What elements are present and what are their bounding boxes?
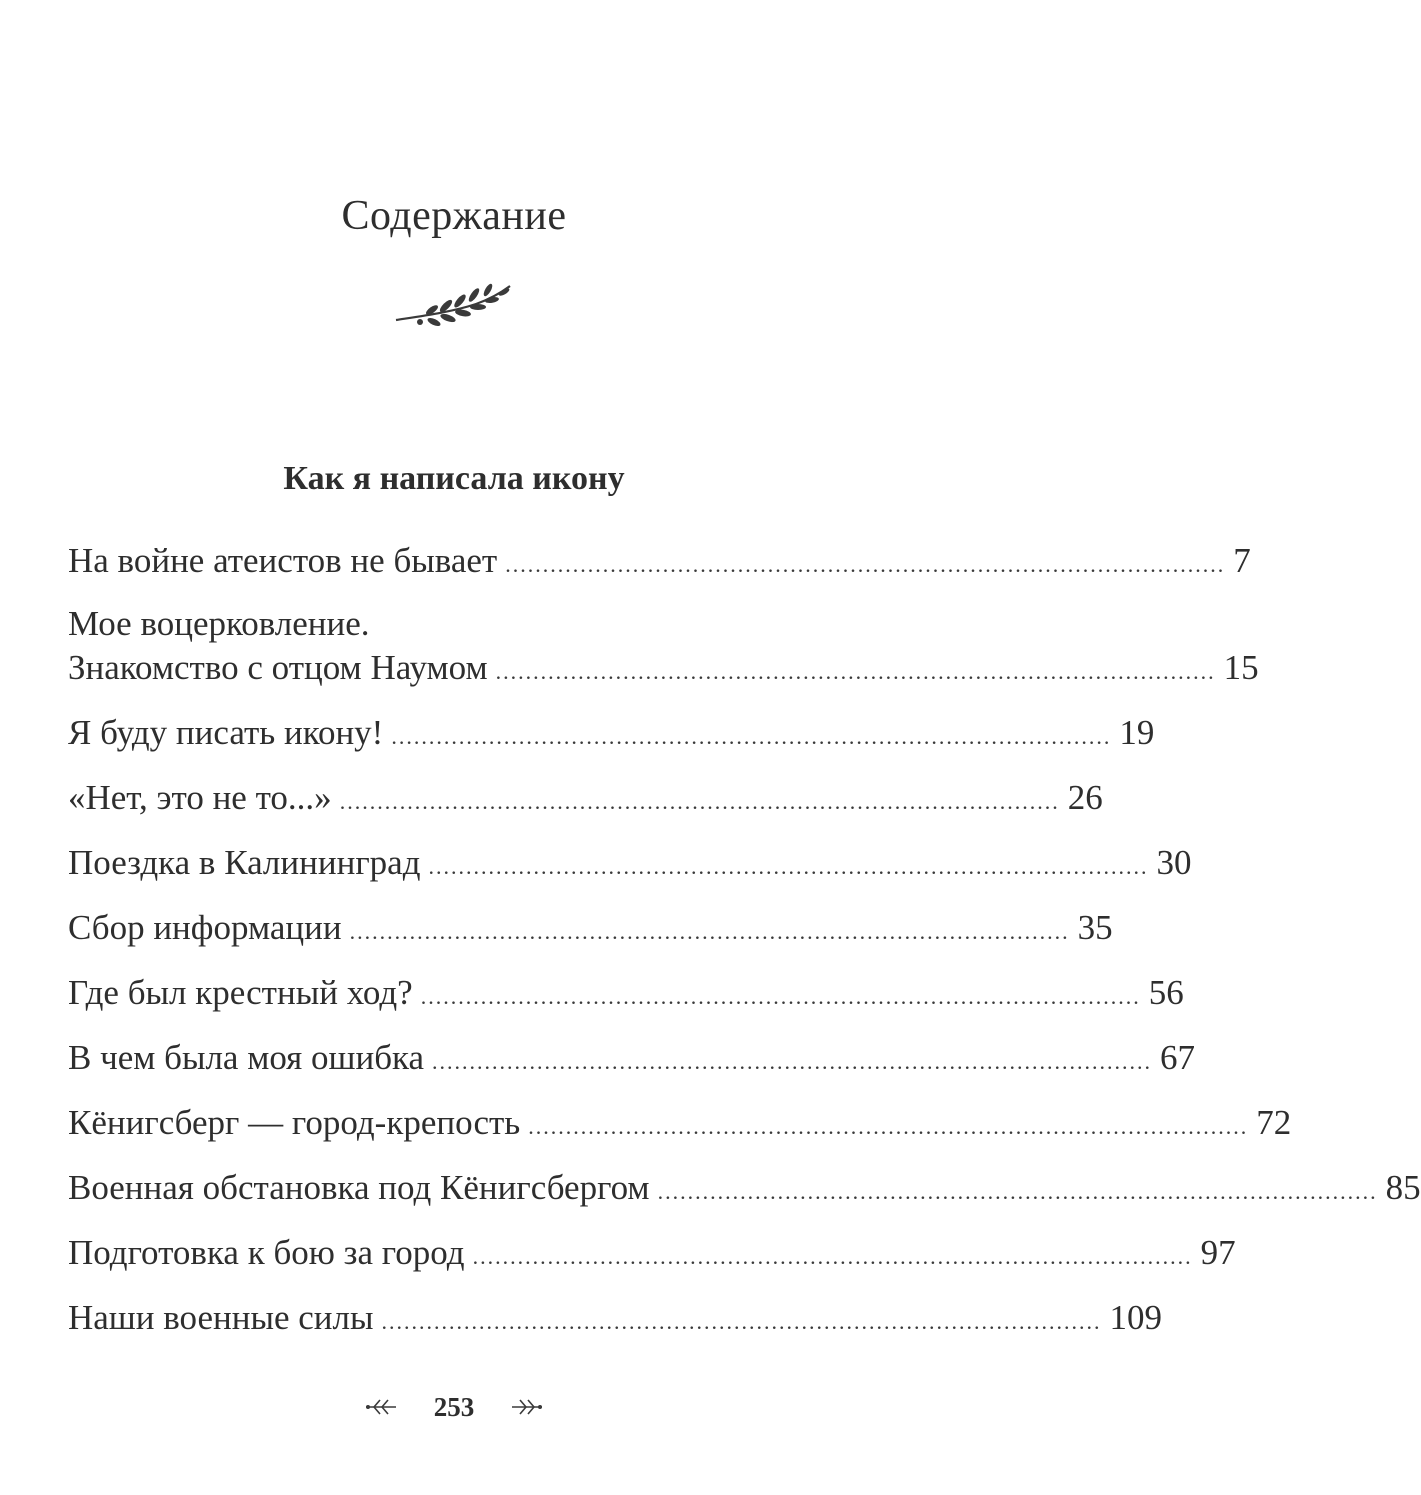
- toc-entry[interactable]: [68, 778, 1103, 824]
- toc-entry[interactable]: [68, 1038, 1196, 1084]
- page-number: 253: [433, 1391, 475, 1422]
- toc-entry-title: Кёнигсберг — город-крепость: [68, 1103, 521, 1142]
- toc-entry-title: Подготовка к бою за город: [68, 1233, 465, 1272]
- toc-entry[interactable]: [68, 973, 1184, 1019]
- toc-entry-page: 19: [1119, 713, 1155, 752]
- toc-entry-page: 26: [1067, 778, 1103, 817]
- table-of-contents: [68, 541, 1421, 1344]
- toc-entry-title: Наши военные силы: [68, 1298, 374, 1337]
- toc-entry[interactable]: [68, 1103, 1292, 1149]
- leader-dots: ................................................................................................: [381, 1309, 1102, 1334]
- toc-entry-title: «Нет, это не то...»: [68, 778, 332, 817]
- toc-entry[interactable]: [68, 908, 1113, 954]
- toc-entry-page: 72: [1256, 1103, 1292, 1142]
- leader-dots: ................................................................................................: [495, 659, 1216, 684]
- toc-entry[interactable]: [68, 1298, 1162, 1344]
- toc-entry-page: 15: [1223, 648, 1259, 687]
- leader-dots: ................................................................................................: [391, 724, 1112, 749]
- toc-entry-title: Знакомство с отцом Наумом: [68, 648, 488, 687]
- leader-dots: ................................................................................................: [657, 1179, 1378, 1204]
- toc-entry-page: 97: [1200, 1233, 1236, 1272]
- leader-dots: ................................................................................................: [432, 1049, 1153, 1074]
- sprig-right-icon: [510, 1396, 544, 1418]
- toc-entry[interactable]: [68, 713, 1155, 759]
- leader-dots: ................................................................................................: [528, 1114, 1249, 1139]
- toc-entry-title: Военная обстановка под Кёнигсбергом: [68, 1168, 650, 1207]
- toc-entry-page: 85: [1385, 1168, 1421, 1207]
- toc-entry-title: Я буду писать икону!: [68, 713, 384, 752]
- leader-dots: ................................................................................................: [339, 789, 1060, 814]
- page-footer: [0, 1387, 908, 1427]
- leader-dots: ................................................................................................: [420, 984, 1141, 1009]
- section-title: Как я написала икону: [283, 460, 625, 497]
- toc-entry-title: Где был крестный ход?: [68, 973, 413, 1012]
- toc-entry-page: 56: [1148, 973, 1184, 1012]
- leader-dots: ................................................................................................: [349, 919, 1070, 944]
- toc-entry[interactable]: [68, 541, 1251, 587]
- toc-entry[interactable]: [68, 1233, 1236, 1279]
- toc-entry-page: 35: [1077, 908, 1113, 947]
- toc-entry-page: 109: [1109, 1298, 1162, 1337]
- page-title: Содержание: [341, 193, 567, 239]
- toc-entry-title: На войне атеистов не бывает: [68, 541, 498, 580]
- toc-entry[interactable]: [68, 1168, 1421, 1214]
- toc-entry-title: Сбор информации: [68, 908, 342, 947]
- branch-ornament-icon: [392, 282, 516, 334]
- toc-entry-title-line1: Мое воцерковление.: [68, 604, 370, 643]
- toc-entry-title: В чем была моя ошибка: [68, 1038, 425, 1077]
- toc-entry-page: 30: [1156, 843, 1192, 882]
- leader-dots: ................................................................................................: [505, 552, 1226, 577]
- toc-entry[interactable]: [68, 604, 1259, 694]
- toc-entry-title: Поездка в Калининград: [68, 843, 421, 882]
- toc-entry-page: 7: [1233, 541, 1251, 580]
- toc-entry[interactable]: [68, 843, 1192, 889]
- toc-entry-page: 67: [1160, 1038, 1196, 1077]
- leader-dots: ................................................................................................: [428, 854, 1149, 879]
- sprig-left-icon: [364, 1396, 398, 1418]
- leader-dots: ................................................................................................: [472, 1244, 1193, 1269]
